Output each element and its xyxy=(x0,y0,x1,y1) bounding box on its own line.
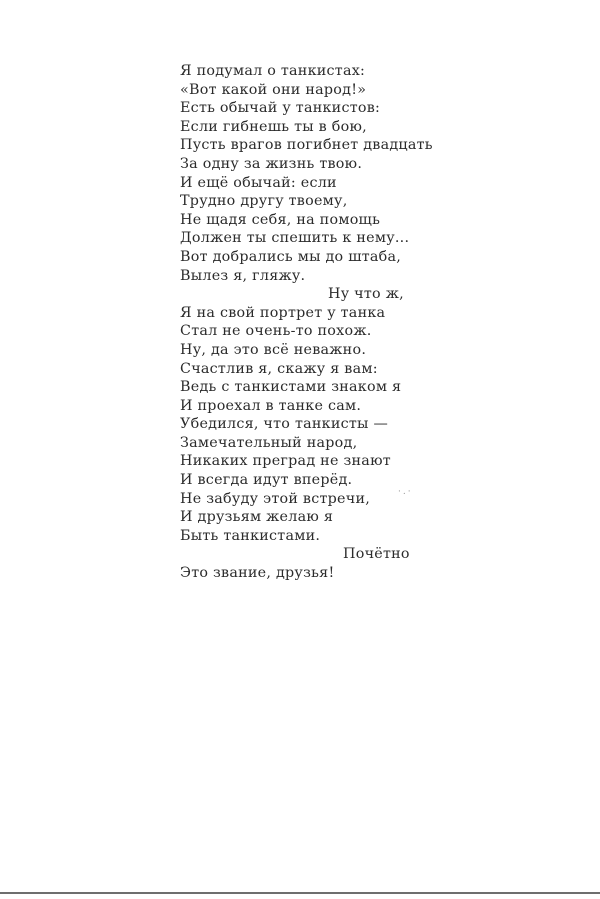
poem-line: Не забуду этой встречи, xyxy=(180,490,371,507)
poem-line: Вот добрались мы до штаба, xyxy=(180,248,402,265)
poem-line: Убедился, что танкисты — xyxy=(180,416,389,433)
poem-line: «Вот какой они народ!» xyxy=(180,81,367,98)
poem-line: Быть танкистами. xyxy=(180,527,321,544)
poem-text xyxy=(180,62,480,583)
poem-line: Вылез я, гляжу. xyxy=(180,267,306,284)
poem-line: Ну, да это всё неважно. xyxy=(180,341,367,358)
poem-line-indented: Почётно xyxy=(343,546,410,563)
poem-line: Есть обычай у танкистов: xyxy=(180,100,381,117)
poem-line: Пусть врагов погибнет двадцать xyxy=(180,137,433,154)
poem-line: Счастлив я, скажу я вам: xyxy=(180,360,378,377)
poem-line: Стал не очень-то похож. xyxy=(180,323,372,340)
poem-line: За одну за жизнь твою. xyxy=(180,155,363,172)
poem-line: И ещё обычай: если xyxy=(180,174,337,191)
poem-line: Замечательный народ, xyxy=(180,434,358,451)
poem-line: Не щадя себя, на помощь xyxy=(180,211,381,228)
poem-line: Если гибнешь ты в бою, xyxy=(180,118,367,135)
poem-line: Я на свой портрет у танка xyxy=(180,304,386,321)
poem-line: Это звание, друзья! xyxy=(180,565,335,582)
poem-line: И всегда идут вперёд. xyxy=(180,472,353,489)
page-bottom-edge xyxy=(0,892,600,894)
poem-line: Ведь с танкистами знаком я xyxy=(180,379,402,396)
poem-line: Трудно другу твоему, xyxy=(180,193,348,210)
poem-line: Я подумал о танкистах: xyxy=(180,63,366,79)
print-speck: ·.· xyxy=(398,487,413,497)
poem-line: Никаких преград не знают xyxy=(180,453,391,470)
poem-line: И проехал в танке сам. xyxy=(180,397,362,414)
poem-line: И друзьям желаю я xyxy=(180,509,334,526)
poem-line: Должен ты спешить к нему... xyxy=(180,230,410,247)
poem-line-indented: Ну что ж, xyxy=(328,286,404,303)
